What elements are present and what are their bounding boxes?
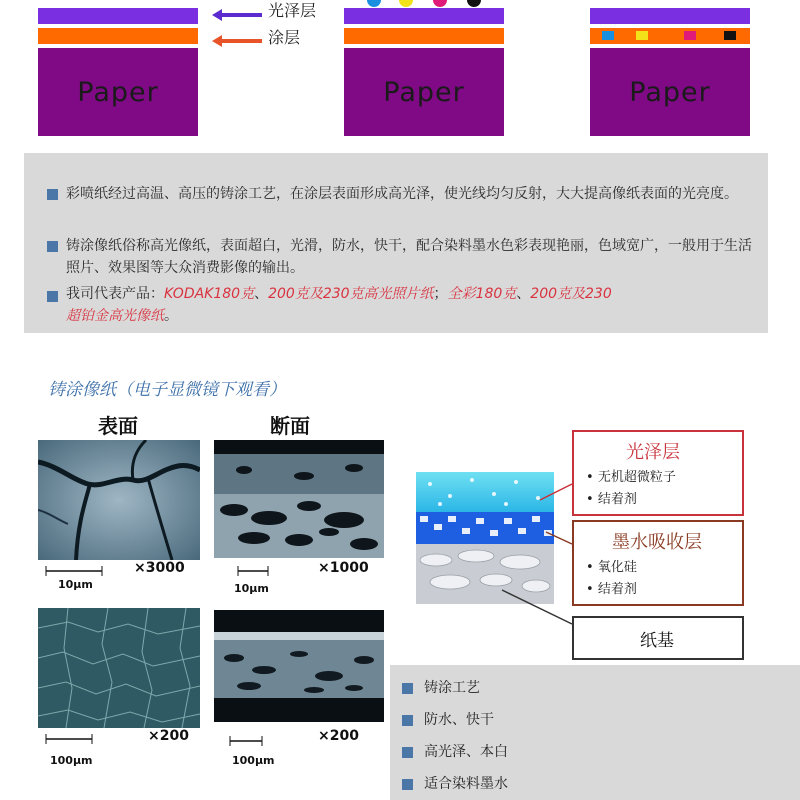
magnification-label: ×1000: [318, 560, 369, 576]
magnification-label: ×200: [148, 728, 189, 744]
arrow-left-icon: [212, 32, 262, 51]
base-layer-callout: [572, 616, 744, 660]
paper-diagram-2: [344, 0, 504, 136]
bullet-icon: [402, 683, 413, 694]
ink-layer-title: 墨水吸收层: [612, 532, 702, 553]
paragraph-2: 铸涂像纸俗称高光像纸，表面超白，光滑，防水，快干，配合染料墨水色彩表现艳丽，色域宽广，一般用于生活照片、效果图等大众消费影像的输出。: [66, 238, 752, 276]
bullet-icon: [402, 779, 413, 790]
paper-label: Paper: [344, 48, 504, 136]
scale-bar: [44, 566, 104, 576]
paper-label: Paper: [590, 48, 750, 136]
products-sep: 、: [516, 286, 531, 302]
product-2: 200克及230克高光照片纸: [268, 286, 434, 302]
paper-diagram-3: [590, 0, 750, 136]
gloss-layer-label: 光泽层: [268, 1, 317, 20]
feature-2: 防水、快干: [424, 712, 494, 728]
products-line: [66, 283, 766, 327]
col-surface-title: 表面: [98, 414, 138, 438]
magnification-label: ×3000: [134, 560, 185, 576]
gloss-item-1: • 无机超微粒子: [586, 470, 676, 485]
scale-label: 10μm: [234, 582, 269, 595]
paper-label: Paper: [38, 48, 198, 136]
ink-pixels-icon: [590, 28, 750, 44]
micrograph-surface-3000: [38, 440, 200, 560]
bullet-icon: [402, 715, 413, 726]
magnification-label: ×200: [318, 728, 359, 744]
paragraph-1: 彩喷纸经过高温、高压的铸涂工艺，在涂层表面形成高光泽，使光线均匀反射，大大提高像纸表面的光亮度。: [66, 186, 738, 202]
products-sep: ；: [433, 286, 448, 302]
ink-item-2: • 结着剂: [586, 582, 637, 597]
micro-heading: 铸涂像纸（电子显微镜下观看）: [48, 380, 286, 400]
gloss-layer: [38, 8, 198, 24]
bullet-icon: [47, 291, 58, 302]
bullet-icon: [402, 747, 413, 758]
product-3: 全彩180克: [447, 286, 517, 302]
micrograph-section-1000: [214, 440, 384, 558]
coating-layer: [38, 28, 198, 44]
description-panel: [24, 153, 768, 333]
ink-item-1: • 氧化硅: [586, 560, 637, 575]
product-1: KODAK180克: [164, 286, 255, 302]
products-sep: 、: [254, 286, 269, 302]
gloss-layer-title: 光泽层: [626, 442, 680, 463]
gloss-item-2: • 结着剂: [586, 492, 637, 507]
products-end: 。: [164, 308, 178, 324]
products-prefix: 我司代表产品：: [66, 286, 164, 302]
micrograph-section-200: [214, 610, 384, 722]
gloss-layer-callout: [572, 430, 744, 516]
scale-label: 100μm: [232, 754, 275, 767]
bullet-icon: [47, 189, 58, 200]
product-4-cont: 超铂金高光像纸: [66, 308, 164, 324]
col-section-title: 断面: [270, 414, 310, 438]
scale-bar: [44, 734, 94, 744]
feature-3: 高光泽、本白: [424, 744, 508, 760]
ink-layer-callout: [572, 520, 744, 606]
scale-bar: [228, 736, 264, 746]
feature-1: 铸涂工艺: [424, 680, 480, 696]
scale-label: 10μm: [58, 578, 93, 591]
arrow-left-icon: [212, 6, 262, 25]
feature-4: 适合染料墨水: [424, 776, 508, 792]
bullet-icon: [47, 241, 58, 252]
paper-diagram-1: [38, 0, 198, 136]
features-panel: [390, 665, 800, 800]
base-layer-title: 纸基: [640, 631, 674, 651]
coating-layer-label: 涂层: [268, 28, 301, 47]
micrograph-surface-200: [38, 608, 200, 728]
scale-bar: [236, 566, 270, 576]
product-4: 200克及230: [530, 286, 612, 302]
scale-label: 100μm: [50, 754, 93, 767]
